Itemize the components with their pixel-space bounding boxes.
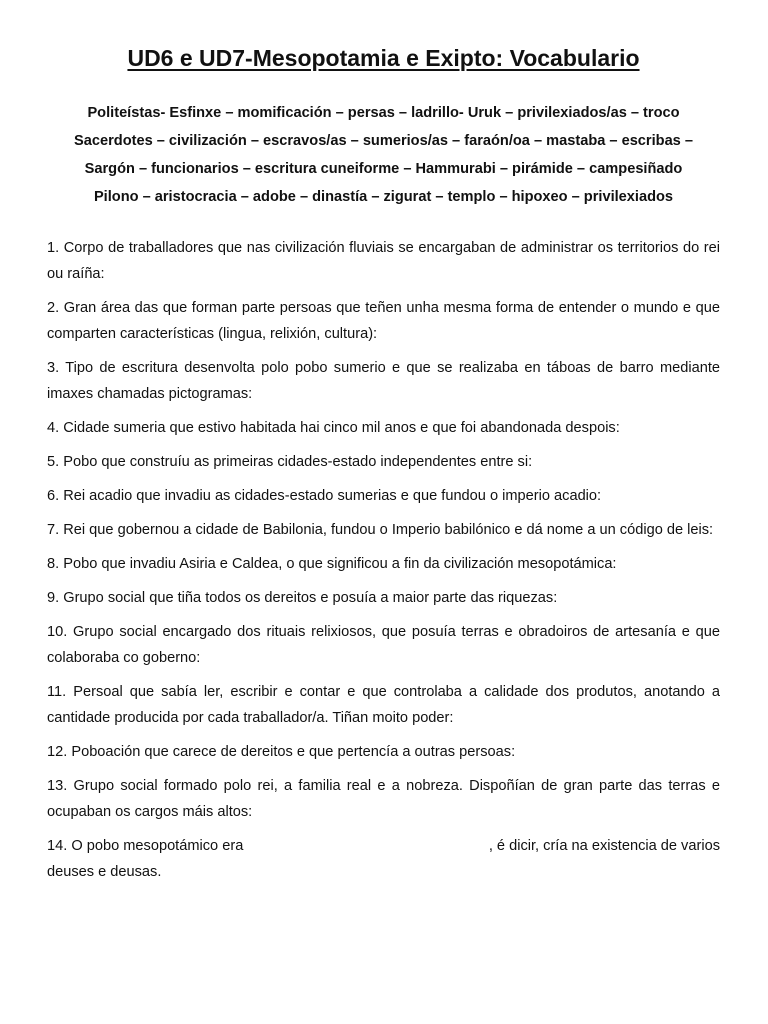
question-list (47, 235, 720, 885)
question-item: 13. Grupo social formado polo rei, a familia real e a nobreza. Dispoñían de gran parte das terras e ocupaban os cargos máis altos: (47, 778, 720, 820)
question-item: 6. Rei acadio que invadiu as cidades-estado sumerias e que fundou o imperio acadio: (47, 488, 602, 504)
vocabulary-box (47, 99, 720, 211)
vocabulary-line: Politeístas- Esfinxe – momificación – persas – ladrillo- Uruk – privilexiados/as – troco (87, 105, 680, 121)
question-item: 5. Pobo que construíu as primeiras cidades-estado independentes entre si: (47, 454, 533, 470)
question-item: 7. Rei que gobernou a cidade de Babilonia, fundou o Imperio babilónico e dá nome a un código de leis: (47, 522, 714, 538)
question-14-line (47, 833, 720, 859)
question-item: 10. Grupo social encargado dos rituais relixiosos, que posuía terras e obradoiros de artesanía e que colaboraba co goberno: (47, 624, 720, 666)
question-14-start: 14. O pobo mesopotámico era (47, 838, 244, 854)
question-item: 3. Tipo de escritura desenvolta polo pobo sumerio e que se realizaba en táboas de barro mediante imaxes chamadas pictogramas: (47, 360, 720, 402)
question-item: 8. Pobo que invadiu Asiria e Caldea, o que significou a fin da civilización mesopotámica: (47, 556, 617, 572)
question-item: 4. Cidade sumeria que estivo habitada hai cinco mil anos e que foi abandonada despois: (47, 420, 620, 436)
question-item: 12. Poboación que carece de dereitos e que pertencía a outras persoas: (47, 744, 516, 760)
question-14-end: deuses e deusas. (47, 864, 162, 880)
question-item: 11. Persoal que sabía ler, escribir e contar e que controlaba a calidade dos produtos, anotando a cantidade producida por cada traballador/a. Tiñan moito poder: (47, 684, 720, 726)
question-item: 2. Gran área das que forman parte persoas que teñen unha mesma forma de entender o mundo e que comparten características (lingua, relixión, cultura): (47, 300, 720, 342)
question-item: 9. Grupo social que tiña todos os dereitos e posuía a maior parte das riquezas: (47, 590, 558, 606)
vocabulary-line: Sacerdotes – civilización – escravos/as – sumerios/as – faraón/oa – mastaba – escribas – (74, 133, 693, 149)
question-item: 1. Corpo de traballadores que nas civilización fluviais se encargaban de administrar os territorios do rei ou raíña: (47, 240, 720, 282)
vocabulary-line: Pilono – aristocracia – adobe – dinastía – zigurat – templo – hipoxeo – privilexiados (93, 189, 674, 205)
page-title: UD6 e UD7-Mesopotamia e Exipto: Vocabulario (127, 45, 640, 71)
answer-blank (243, 833, 488, 859)
vocabulary-line: Sargón – funcionarios – escritura cuneiforme – Hammurabi – pirámide – campesiñado (84, 161, 683, 177)
question-14-middle: , é dicir, cría na existencia de varios (488, 838, 720, 854)
